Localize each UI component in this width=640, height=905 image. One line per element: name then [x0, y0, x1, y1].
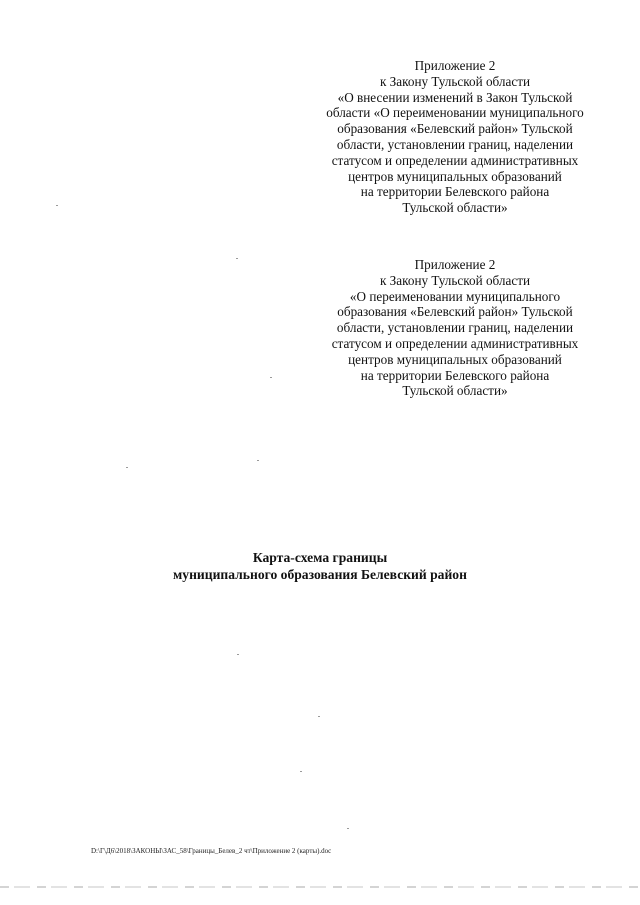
footer-file-path: D:\Г\Д6\2018\ЗАКОНЫ\ЗАС_58\Границы_Белев_2 чт\Приложение 2 (карты).doc — [91, 847, 332, 855]
appendix-line: области, установлении границ, наделении — [336, 320, 574, 336]
appendix-line: образования «Белевский район» Тульской — [337, 121, 573, 137]
map-title-line-2: муниципального образования Белевский район — [173, 566, 467, 582]
appendix-line: к Закону Тульской области — [379, 73, 531, 89]
appendix-line: Приложение 2 — [414, 257, 496, 272]
scan-speck — [257, 460, 259, 461]
map-title-line-1: Карта-схема границы — [252, 550, 388, 565]
scan-speck — [236, 258, 238, 259]
appendix-line: образования «Белевский район» Тульской — [337, 304, 573, 320]
appendix-line: статусом и определении административных — [331, 152, 579, 168]
scan-edge-noise — [0, 886, 640, 888]
appendix-line: области, установлении границ, наделении — [336, 136, 574, 152]
appendix-line: Тульской области» — [402, 200, 508, 216]
appendix-line: на территории Белевского района — [360, 184, 550, 200]
scan-speck — [270, 377, 272, 378]
appendix-header-original — [300, 257, 610, 399]
scan-speck — [126, 467, 128, 468]
appendix-line: на территории Белевского района — [360, 367, 550, 383]
scan-speck — [300, 771, 302, 772]
scan-speck — [237, 654, 239, 655]
appendix-line: Приложение 2 — [414, 58, 496, 73]
appendix-line: области «О переименовании муниципального — [326, 105, 584, 121]
appendix-line: «О внесении изменений в Закон Тульской — [337, 89, 573, 105]
scan-speck — [318, 716, 320, 717]
appendix-line: центров муниципальных образований — [348, 168, 562, 184]
appendix-line: к Закону Тульской области — [379, 272, 531, 288]
map-title — [0, 550, 640, 583]
appendix-line: «О переименовании муниципального — [349, 288, 561, 304]
scan-speck — [347, 828, 349, 829]
appendix-line: Тульской области» — [402, 383, 508, 399]
appendix-line: центров муниципальных образований — [348, 351, 562, 367]
appendix-line: статусом и определении административных — [331, 335, 579, 351]
appendix-header-amendment — [300, 58, 610, 216]
scan-speck — [56, 205, 58, 206]
